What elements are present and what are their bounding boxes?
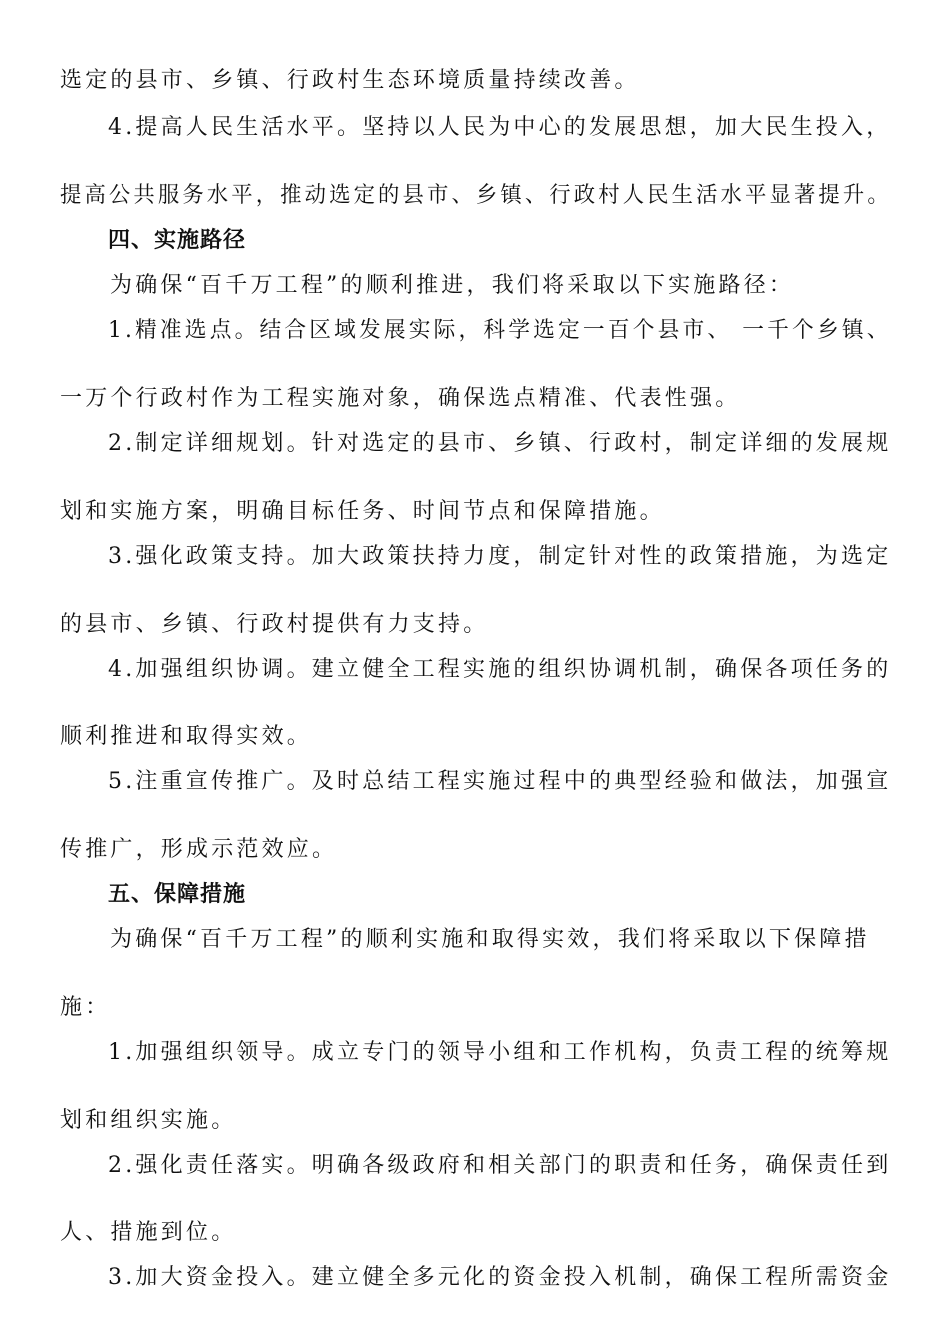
section-heading: 四、实施路径 <box>108 228 247 253</box>
paragraph-line: 4.提高人民生活水平。坚持以人民为中心的发展思想，加大民生投入， <box>108 115 892 140</box>
paragraph-line: 为确保“百千万工程”的顺利实施和取得实效，我们将采取以下保障措 <box>110 927 870 952</box>
paragraph-line: 3.强化政策支持。加大政策扶持力度，制定针对性的政策措施，为选定 <box>108 544 892 569</box>
paragraph-line: 5.注重宣传推广。及时总结工程实施过程中的典型经验和做法，加强宣 <box>108 769 892 794</box>
paragraph-line: 2.强化责任落实。明确各级政府和相关部门的职责和任务，确保责任到 <box>108 1153 892 1178</box>
paragraph-line: 的县市、乡镇、行政村提供有力支持。 <box>60 612 489 637</box>
paragraph-line: 选定的县市、乡镇、行政村生态环境质量持续改善。 <box>60 68 640 93</box>
paragraph-line: 3.加大资金投入。建立健全多元化的资金投入机制，确保工程所需资金 <box>108 1265 892 1290</box>
paragraph-line: 2.制定详细规划。针对选定的县市、乡镇、行政村，制定详细的发展规 <box>108 431 892 456</box>
paragraph-line: 施： <box>60 995 111 1020</box>
paragraph-line: 划和组织实施。 <box>60 1108 237 1133</box>
paragraph-line: 4.加强组织协调。建立健全工程实施的组织协调机制，确保各项任务的 <box>108 657 892 682</box>
paragraph-line: 为确保“百千万工程”的顺利推进，我们将采取以下实施路径： <box>110 273 795 298</box>
section-heading: 五、保障措施 <box>108 882 247 907</box>
paragraph-line: 提高公共服务水平，推动选定的县市、乡镇、行政村人民生活水平显著提升。 <box>60 183 892 208</box>
paragraph-line: 1.加强组织领导。成立专门的领导小组和工作机构，负责工程的统筹规 <box>108 1040 892 1065</box>
paragraph-line: 顺利推进和取得实效。 <box>60 724 313 749</box>
paragraph-line: 人、措施到位。 <box>60 1220 237 1245</box>
paragraph-line: 划和实施方案，明确目标任务、时间节点和保障措施。 <box>60 499 665 524</box>
paragraph-line: 一万个行政村作为工程实施对象，确保选点精准、代表性强。 <box>60 386 741 411</box>
paragraph-line: 传推广，形成示范效应。 <box>60 837 338 862</box>
paragraph-line: 1.精准选点。结合区域发展实际，科学选定一百个县市、 一千个乡镇、 <box>108 318 892 343</box>
